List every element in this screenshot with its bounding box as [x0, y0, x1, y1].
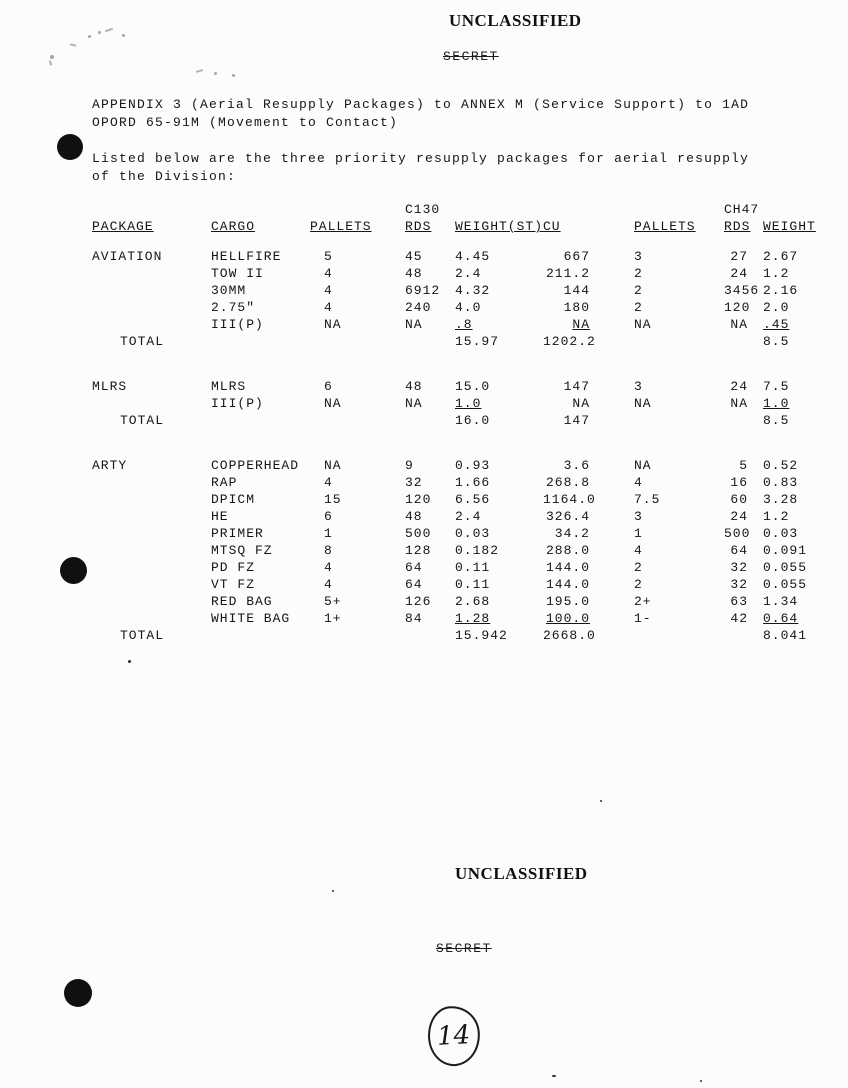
- scan-speck: [600, 800, 602, 802]
- package-cell: [92, 395, 211, 412]
- table-cell: 2.16: [763, 283, 799, 298]
- table-cell: 120: [724, 300, 751, 315]
- total-cell: 1202.2: [543, 334, 596, 349]
- table-cell: 9: [405, 458, 414, 473]
- table-cell: DPICM: [211, 492, 256, 507]
- intro-line2: of the Division:: [92, 169, 237, 184]
- spacer: [92, 186, 832, 201]
- intro-line1: Listed below are the three priority resupply packages for aerial resupply: [92, 151, 750, 166]
- table-cell: 4.0: [455, 300, 482, 315]
- table-cell: 3.6: [563, 458, 590, 473]
- table-cell: 4: [324, 283, 333, 298]
- pencil-mark: [88, 35, 91, 38]
- total-row: [92, 627, 822, 644]
- table-cell: NA: [730, 317, 748, 332]
- table-cell: 63: [730, 594, 748, 609]
- table-cell: .45: [763, 317, 790, 332]
- table-cell: 0.64: [763, 611, 799, 626]
- table-cell: 6.56: [455, 492, 491, 507]
- table-cell: 5: [324, 249, 333, 264]
- cargo-row: [92, 378, 822, 395]
- hole-punch: [64, 979, 92, 1007]
- table-cell: RAP: [211, 475, 238, 490]
- table-cell: 1.2: [763, 509, 790, 524]
- scan-speck: [332, 890, 334, 892]
- table-cell: 2.68: [455, 594, 491, 609]
- total-cell: [310, 412, 405, 429]
- total-cell: [724, 412, 756, 429]
- total-cell: 2668.0: [543, 628, 596, 643]
- hole-punch: [57, 134, 83, 160]
- table-cell: 15.0: [455, 379, 491, 394]
- cargo-row: [92, 610, 822, 627]
- table-cell: 24: [730, 266, 748, 281]
- total-cell: [211, 627, 310, 644]
- total-cell: 8.041: [763, 628, 808, 643]
- table-cell: 211.2: [545, 266, 590, 281]
- column-header-package: PACKAGE: [92, 219, 154, 234]
- package-cell: [92, 299, 211, 316]
- pencil-mark: [70, 43, 76, 46]
- pencil-mark: [196, 69, 203, 73]
- cargo-row: [92, 576, 822, 593]
- table-cell: 0.055: [763, 577, 808, 592]
- table-cell: 0.11: [455, 560, 491, 575]
- table-cell: 180: [563, 300, 590, 315]
- table-cell: 2.4: [455, 266, 482, 281]
- table-cell: NA: [572, 396, 590, 411]
- table-cell: 7.5: [763, 379, 790, 394]
- section-spacer: [92, 429, 822, 457]
- table-cell: 2.0: [763, 300, 790, 315]
- secret-marking-top: SECRET: [443, 49, 499, 64]
- total-cell: [211, 412, 310, 429]
- cargo-row: [92, 299, 822, 316]
- total-cell: 8.5: [763, 413, 790, 428]
- table-cell: III(P): [211, 396, 264, 411]
- table-cell: 0.182: [455, 543, 500, 558]
- table-cell: 84: [405, 611, 423, 626]
- table-cell: HELLFIRE: [211, 249, 282, 264]
- column-header-rds: RDS: [724, 219, 751, 234]
- table-cell: 2: [634, 283, 643, 298]
- table-cell: WHITE BAG: [211, 611, 291, 626]
- table-cell: 0.055: [763, 560, 808, 575]
- package-cell: AVIATION: [92, 249, 163, 264]
- table-cell: 4.45: [455, 249, 491, 264]
- table-cell: 144.0: [545, 577, 590, 592]
- table-cell: 64: [730, 543, 748, 558]
- table-cell: 3: [634, 509, 643, 524]
- total-cell: [405, 627, 455, 644]
- total-cell: 15.942: [455, 628, 508, 643]
- table-cell: 48: [405, 266, 423, 281]
- package-cell: [92, 593, 211, 610]
- table-cell: 326.4: [545, 509, 590, 524]
- table-cell: 42: [730, 611, 748, 626]
- table-cell: 4: [324, 577, 333, 592]
- table-cell: 2: [634, 560, 643, 575]
- resupply-table: [92, 201, 822, 644]
- table-cell: 128: [405, 543, 432, 558]
- table-cell: 16: [730, 475, 748, 490]
- table-cell: NA: [572, 317, 590, 332]
- table-cell: 4.32: [455, 283, 491, 298]
- secret-marking-bottom: SECRET: [436, 941, 492, 956]
- package-cell: [92, 316, 211, 333]
- table-cell: VT FZ: [211, 577, 256, 592]
- table-cell: 24: [730, 509, 748, 524]
- package-cell: MLRS: [92, 379, 128, 394]
- table-cell: 5+: [324, 594, 342, 609]
- pencil-mark: [50, 55, 54, 59]
- table-cell: NA: [324, 317, 342, 332]
- cargo-row: [92, 508, 822, 525]
- table-cell: 1.0: [763, 396, 790, 411]
- spacer: [92, 132, 832, 150]
- table-cell: 147: [563, 379, 590, 394]
- table-cell: NA: [324, 458, 342, 473]
- table-cell: 2.4: [455, 509, 482, 524]
- table-cell: 0.83: [763, 475, 799, 490]
- table-cell: 126: [405, 594, 432, 609]
- table-cell: 4: [324, 266, 333, 281]
- cargo-row: [92, 542, 822, 559]
- table-cell: 288.0: [545, 543, 590, 558]
- table-cell: 0.93: [455, 458, 491, 473]
- package-cell: [92, 474, 211, 491]
- table-cell: 32: [730, 560, 748, 575]
- table-cell: 0.52: [763, 458, 799, 473]
- cargo-row: [92, 491, 822, 508]
- table-cell: COPPERHEAD: [211, 458, 300, 473]
- pencil-mark: [98, 31, 101, 34]
- table-cell: NA: [634, 317, 652, 332]
- total-row: [92, 333, 822, 350]
- table-cell: NA: [405, 396, 423, 411]
- total-cell: [634, 412, 724, 429]
- cargo-row: [92, 395, 822, 412]
- table-cell: 500: [405, 526, 432, 541]
- table-cell: 1: [324, 526, 333, 541]
- table-cell: 4: [324, 300, 333, 315]
- appendix-heading-line2: OPORD 65-91M (Movement to Contact): [92, 115, 399, 130]
- table-cell: III(P): [211, 317, 264, 332]
- table-cell: 34.2: [554, 526, 590, 541]
- table-cell: 195.0: [545, 594, 590, 609]
- total-cell: [310, 333, 405, 350]
- table-cell: 4: [324, 475, 333, 490]
- total-cell: [405, 333, 455, 350]
- table-cell: 144.0: [545, 560, 590, 575]
- table-cell: MTSQ FZ: [211, 543, 273, 558]
- package-cell: [92, 508, 211, 525]
- table-cell: 3: [634, 249, 643, 264]
- pencil-mark: [105, 28, 113, 33]
- package-cell: [92, 559, 211, 576]
- table-cell: 64: [405, 577, 423, 592]
- table-cell: NA: [730, 396, 748, 411]
- total-cell: [211, 333, 310, 350]
- handwritten-page-number-circle: [425, 1003, 483, 1068]
- table-cell: 8: [324, 543, 333, 558]
- c130-group-label: C130: [405, 202, 441, 217]
- table-cell: 6: [324, 509, 333, 524]
- total-label: TOTAL: [120, 628, 165, 643]
- table-cell: 1+: [324, 611, 342, 626]
- total-cell: [310, 627, 405, 644]
- scan-speck: [700, 1080, 702, 1082]
- table-cell: 144: [563, 283, 590, 298]
- total-cell: [405, 412, 455, 429]
- cargo-row: [92, 316, 822, 333]
- package-cell: [92, 491, 211, 508]
- column-header-row: [92, 218, 822, 248]
- pencil-mark: [122, 34, 125, 37]
- package-cell: [92, 265, 211, 282]
- table-cell: 0.11: [455, 577, 491, 592]
- table-cell: 2.67: [763, 249, 799, 264]
- total-cell: [634, 627, 724, 644]
- table-cell: 5: [739, 458, 748, 473]
- classification-banner-bottom: UNCLASSIFIED: [455, 864, 588, 883]
- table-cell: 120: [405, 492, 432, 507]
- table-cell: 7.5: [634, 492, 661, 507]
- table-cell: 2: [634, 577, 643, 592]
- appendix-heading-line1: APPENDIX 3 (Aerial Resupply Packages) to ANNEX M (Service Support) to 1AD: [92, 97, 750, 112]
- table-cell: 500: [724, 526, 751, 541]
- pencil-mark: [232, 74, 235, 77]
- package-cell: [92, 542, 211, 559]
- ch47-group-label: CH47: [724, 202, 760, 217]
- section-spacer: [92, 350, 822, 378]
- table-cell: HE: [211, 509, 229, 524]
- table-cell: 0.03: [455, 526, 491, 541]
- cargo-row: [92, 525, 822, 542]
- total-cell: [724, 627, 756, 644]
- table-cell: 240: [405, 300, 432, 315]
- table-cell: 667: [563, 249, 590, 264]
- hole-punch: [60, 557, 87, 584]
- column-header-weight: WEIGHT: [763, 219, 816, 234]
- table-cell: 24: [730, 379, 748, 394]
- table-cell: 0.03: [763, 526, 799, 541]
- table-cell: 2: [634, 266, 643, 281]
- column-header-rds: RDS: [405, 219, 432, 234]
- package-cell: [92, 282, 211, 299]
- total-cell: [724, 333, 756, 350]
- table-cell: 2: [634, 300, 643, 315]
- pencil-mark: [214, 72, 217, 75]
- table-cell: 1164.0: [543, 492, 596, 507]
- total-cell: 8.5: [763, 334, 790, 349]
- total-label: TOTAL: [120, 334, 165, 349]
- package-cell: [92, 610, 211, 627]
- table-cell: MLRS: [211, 379, 247, 394]
- table-cell: 1.0: [455, 396, 482, 411]
- table-cell: 3456: [724, 283, 760, 298]
- table-cell: 3.28: [763, 492, 799, 507]
- total-cell: [634, 333, 724, 350]
- table-cell: NA: [634, 396, 652, 411]
- total-cell: 16.0: [455, 413, 491, 428]
- cargo-row: [92, 457, 822, 474]
- table-cell: 32: [730, 577, 748, 592]
- total-label: TOTAL: [120, 413, 165, 428]
- table-cell: TOW II: [211, 266, 264, 281]
- page-number: 14: [436, 1020, 472, 1052]
- package-cell: [92, 576, 211, 593]
- column-header-cu: CU: [543, 219, 561, 234]
- scan-speck: [552, 1075, 556, 1077]
- table-cell: 100.0: [545, 611, 590, 626]
- table-cell: 4: [324, 560, 333, 575]
- aircraft-group-row: [92, 201, 822, 218]
- table-cell: RED BAG: [211, 594, 273, 609]
- table-cell: 0.091: [763, 543, 808, 558]
- column-header-pallets: PALLETS: [634, 219, 696, 234]
- table-cell: .8: [455, 317, 473, 332]
- table-cell: 1.2: [763, 266, 790, 281]
- table-cell: 1-: [634, 611, 652, 626]
- scan-speck: [128, 660, 131, 663]
- table-cell: NA: [634, 458, 652, 473]
- table-cell: NA: [324, 396, 342, 411]
- table-cell: 48: [405, 379, 423, 394]
- cargo-row: [92, 282, 822, 299]
- cargo-row: [92, 593, 822, 610]
- table-cell: 1.34: [763, 594, 799, 609]
- table-cell: PRIMER: [211, 526, 264, 541]
- table-cell: 268.8: [545, 475, 590, 490]
- table-cell: 4: [634, 475, 643, 490]
- cargo-row: [92, 248, 822, 265]
- table-cell: 30MM: [211, 283, 247, 298]
- cargo-row: [92, 265, 822, 282]
- table-cell: 2+: [634, 594, 652, 609]
- pencil-mark: [49, 60, 53, 65]
- table-cell: 3: [634, 379, 643, 394]
- package-cell: ARTY: [92, 458, 128, 473]
- table-cell: 4: [634, 543, 643, 558]
- column-header-pallets: PALLETS: [310, 219, 372, 234]
- table-cell: 32: [405, 475, 423, 490]
- classification-banner-top: UNCLASSIFIED: [449, 11, 582, 30]
- table-cell: 27: [730, 249, 748, 264]
- column-header-cargo: CARGO: [211, 219, 256, 234]
- column-header-weight-st-: WEIGHT(ST): [455, 219, 544, 234]
- table-cell: 6912: [405, 283, 441, 298]
- table-cell: 6: [324, 379, 333, 394]
- table-cell: 48: [405, 509, 423, 524]
- package-cell: [92, 525, 211, 542]
- table-cell: 60: [730, 492, 748, 507]
- document-body: [92, 96, 832, 644]
- total-cell: 147: [563, 413, 590, 428]
- cargo-row: [92, 559, 822, 576]
- cargo-row: [92, 474, 822, 491]
- total-row: [92, 412, 822, 429]
- table-cell: NA: [405, 317, 423, 332]
- table-cell: 1.28: [455, 611, 491, 626]
- table-cell: 1.66: [455, 475, 491, 490]
- table-cell: 2.75": [211, 300, 256, 315]
- table-cell: 45: [405, 249, 423, 264]
- table-cell: 1: [634, 526, 643, 541]
- table-cell: PD FZ: [211, 560, 256, 575]
- total-cell: 15.97: [455, 334, 500, 349]
- table-cell: 64: [405, 560, 423, 575]
- table-cell: 15: [324, 492, 342, 507]
